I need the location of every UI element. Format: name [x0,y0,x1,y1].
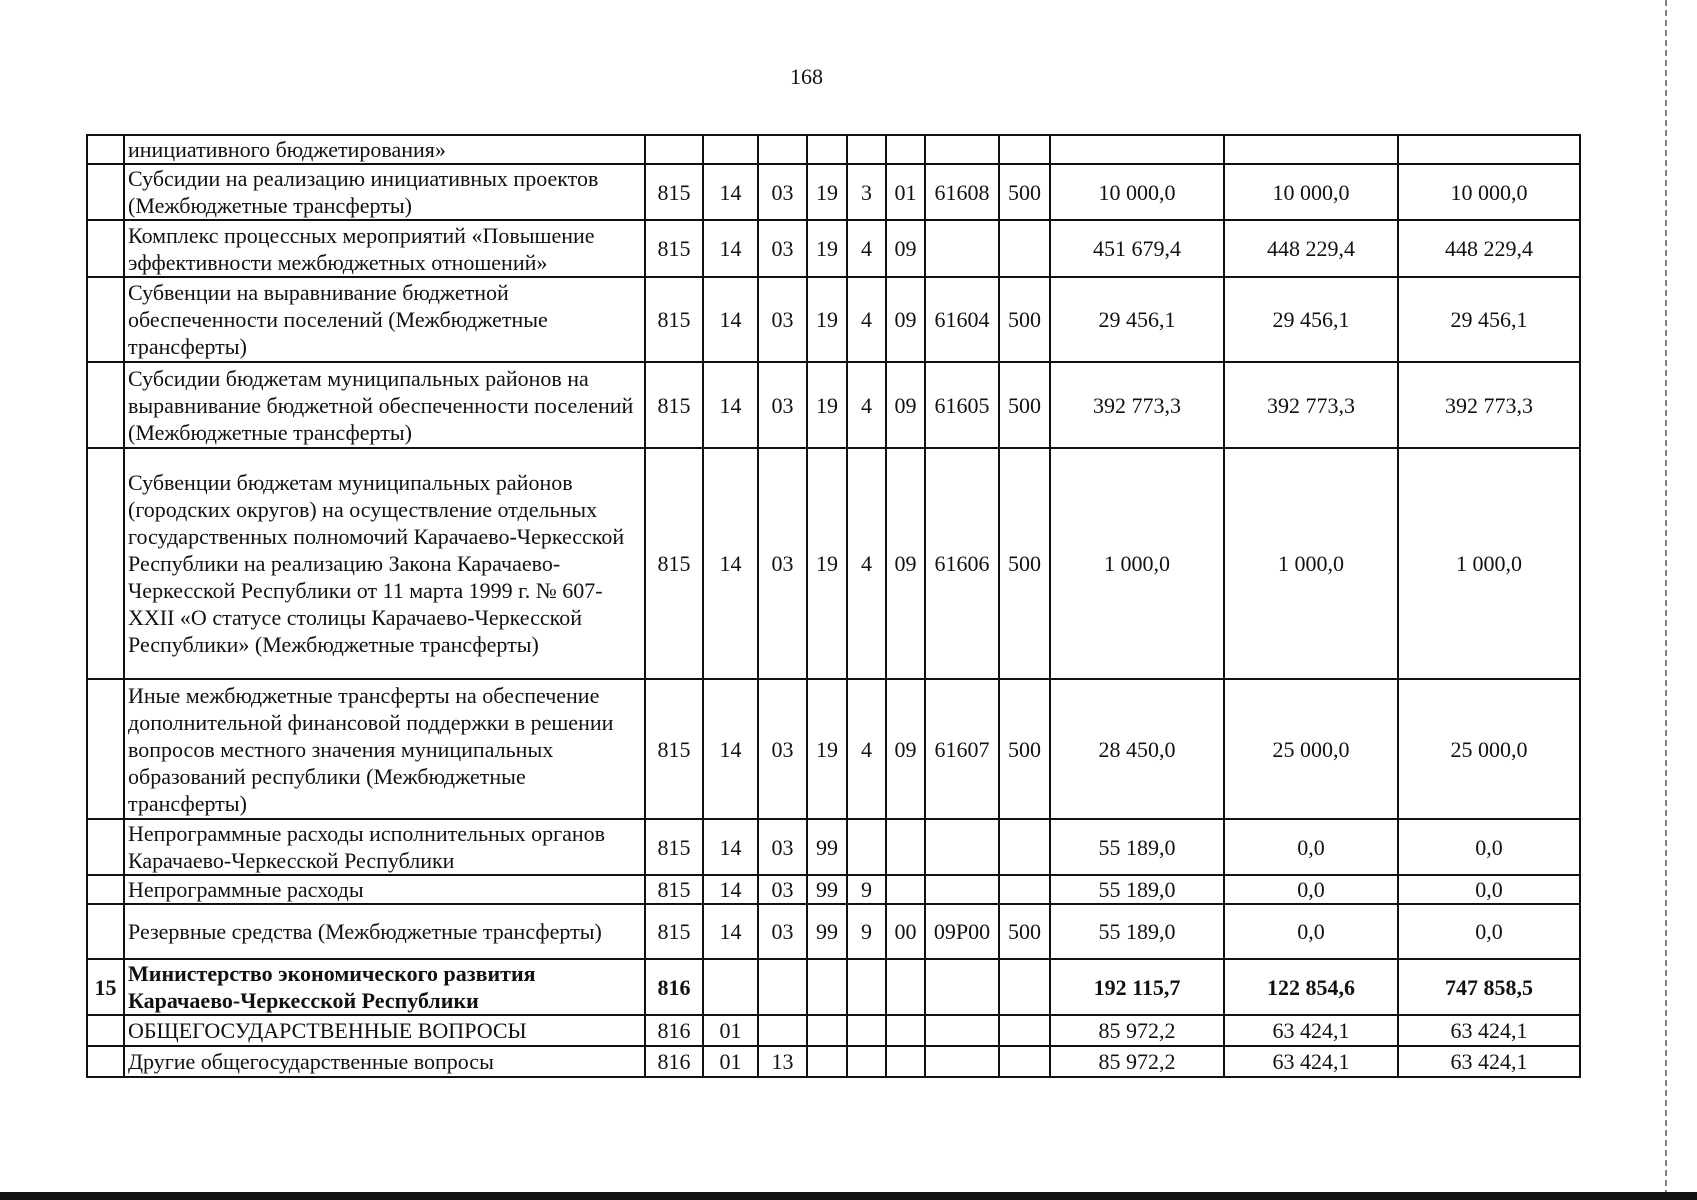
code-section: 14 [703,875,758,904]
code-direction: 61607 [925,679,999,819]
code-ministry: 815 [645,448,703,679]
row-number [87,277,124,362]
amount-year-3: 63 424,1 [1398,1015,1580,1046]
amount-year-1: 1 000,0 [1050,448,1224,679]
code-direction [925,1015,999,1046]
amount-year-2: 25 000,0 [1224,679,1398,819]
amount-year-3: 747 858,5 [1398,959,1580,1015]
code-structure: 01 [886,164,925,220]
amount-year-1: 392 773,3 [1050,362,1224,448]
code-ministry: 815 [645,679,703,819]
code-direction [925,135,999,164]
code-ministry: 815 [645,904,703,959]
amount-year-1: 28 450,0 [1050,679,1224,819]
row-name: Субсидии на реализацию инициативных проектов (Межбюджетные трансферты) [124,164,645,220]
amount-year-1: 85 972,2 [1050,1046,1224,1077]
amount-year-3: 1 000,0 [1398,448,1580,679]
code-structure: 09 [886,220,925,277]
code-expense-type [999,220,1050,277]
table-row [87,164,1580,220]
code-structure [886,135,925,164]
code-type: 4 [847,220,886,277]
code-subsection: 03 [758,277,807,362]
amount-year-3: 25 000,0 [1398,679,1580,819]
row-name: инициативного бюджетирования» [124,135,645,164]
code-direction [925,1046,999,1077]
row-number [87,1015,124,1046]
table-row [87,1046,1580,1077]
code-section: 14 [703,448,758,679]
amount-year-1: 55 189,0 [1050,875,1224,904]
code-program [807,135,847,164]
row-name: Субвенции на выравнивание бюджетной обеспеченности поселений (Межбюджетные трансферты) [124,277,645,362]
budget-table [86,134,1581,1078]
code-structure [886,1015,925,1046]
code-direction: 61606 [925,448,999,679]
code-structure [886,1046,925,1077]
code-structure [886,959,925,1015]
amount-year-3: 392 773,3 [1398,362,1580,448]
row-number [87,135,124,164]
code-program: 99 [807,819,847,875]
code-expense-type [999,959,1050,1015]
row-number [87,1046,124,1077]
amount-year-2: 1 000,0 [1224,448,1398,679]
code-expense-type [999,875,1050,904]
amount-year-2: 392 773,3 [1224,362,1398,448]
amount-year-2: 29 456,1 [1224,277,1398,362]
table-row [87,220,1580,277]
code-direction: 61604 [925,277,999,362]
code-subsection: 03 [758,904,807,959]
code-program [807,1046,847,1077]
amount-year-3: 29 456,1 [1398,277,1580,362]
table-body [87,135,1580,1077]
code-type [847,1015,886,1046]
code-ministry [645,135,703,164]
scan-right-edge [1665,0,1667,1200]
amount-year-1: 10 000,0 [1050,164,1224,220]
table-row [87,679,1580,819]
code-section: 14 [703,904,758,959]
amount-year-2: 10 000,0 [1224,164,1398,220]
amount-year-2: 0,0 [1224,904,1398,959]
code-expense-type [999,1015,1050,1046]
code-subsection: 03 [758,448,807,679]
row-name: ОБЩЕГОСУДАРСТВЕННЫЕ ВОПРОСЫ [124,1015,645,1046]
code-type [847,1046,886,1077]
table-row [87,819,1580,875]
code-subsection: 03 [758,875,807,904]
code-type [847,819,886,875]
amount-year-3 [1398,135,1580,164]
amount-year-2: 63 424,1 [1224,1046,1398,1077]
amount-year-1: 85 972,2 [1050,1015,1224,1046]
code-structure [886,819,925,875]
table-row [87,875,1580,904]
row-name: Непрограммные расходы [124,875,645,904]
code-ministry: 816 [645,1046,703,1077]
code-type [847,135,886,164]
code-program [807,1015,847,1046]
amount-year-1: 192 115,7 [1050,959,1224,1015]
amount-year-1: 55 189,0 [1050,819,1224,875]
table-row [87,277,1580,362]
code-subsection: 03 [758,819,807,875]
code-section: 14 [703,220,758,277]
code-section: 14 [703,277,758,362]
amount-year-3: 0,0 [1398,819,1580,875]
code-program: 19 [807,277,847,362]
code-section: 14 [703,164,758,220]
code-structure: 09 [886,277,925,362]
row-number: 15 [87,959,124,1015]
code-ministry: 815 [645,220,703,277]
code-program: 19 [807,362,847,448]
code-subsection: 03 [758,362,807,448]
code-subsection: 03 [758,679,807,819]
row-name: Другие общегосударственные вопросы [124,1046,645,1077]
amount-year-1: 451 679,4 [1050,220,1224,277]
code-direction [925,959,999,1015]
row-number [87,164,124,220]
code-ministry: 815 [645,362,703,448]
code-program: 19 [807,220,847,277]
amount-year-1 [1050,135,1224,164]
code-expense-type [999,1046,1050,1077]
code-type: 4 [847,362,886,448]
code-section: 14 [703,679,758,819]
table-row [87,959,1580,1015]
code-section: 14 [703,819,758,875]
code-program: 99 [807,875,847,904]
code-structure: 09 [886,679,925,819]
row-number [87,904,124,959]
amount-year-3: 10 000,0 [1398,164,1580,220]
code-expense-type: 500 [999,277,1050,362]
row-number [87,448,124,679]
code-ministry: 816 [645,1015,703,1046]
table-row [87,1015,1580,1046]
row-number [87,679,124,819]
code-section [703,135,758,164]
code-type: 4 [847,679,886,819]
scan-bottom-edge [0,1192,1697,1200]
page-number: 168 [790,64,823,89]
row-name: Министерство экономического развития Карачаево-Черкесской Республики [124,959,645,1015]
code-section [703,959,758,1015]
table-row [87,362,1580,448]
code-direction [925,819,999,875]
code-structure: 00 [886,904,925,959]
code-direction [925,220,999,277]
row-name: Комплекс процессных мероприятий «Повышение эффективности межбюджетных отношений» [124,220,645,277]
code-ministry: 815 [645,875,703,904]
code-expense-type [999,819,1050,875]
code-structure [886,875,925,904]
table-row [87,448,1580,679]
code-ministry: 815 [645,819,703,875]
code-section: 01 [703,1046,758,1077]
code-expense-type: 500 [999,904,1050,959]
code-structure: 09 [886,448,925,679]
code-subsection [758,135,807,164]
code-ministry: 815 [645,277,703,362]
code-expense-type: 500 [999,362,1050,448]
code-subsection [758,1015,807,1046]
code-type: 9 [847,875,886,904]
amount-year-1: 55 189,0 [1050,904,1224,959]
code-type: 4 [847,277,886,362]
amount-year-2: 122 854,6 [1224,959,1398,1015]
row-name: Субвенции бюджетам муниципальных районов (городских округов) на осуществление отдельных государственных полномочий Карачаево-Черкесской Республики на реализацию Закона Карачаево-Черкесской Республики от 11 марта 1999 г. № 607-XXII «О статусе столицы Карачаево-Черкесской Республики» (Межбюджетные трансферты) [124,448,645,679]
code-section: 01 [703,1015,758,1046]
row-number [87,362,124,448]
code-expense-type: 500 [999,679,1050,819]
amount-year-2: 0,0 [1224,875,1398,904]
code-expense-type: 500 [999,164,1050,220]
code-program: 19 [807,679,847,819]
amount-year-3: 63 424,1 [1398,1046,1580,1077]
code-subsection: 13 [758,1046,807,1077]
table-row [87,135,1580,164]
row-name: Непрограммные расходы исполнительных органов Карачаево-Черкесской Республики [124,819,645,875]
row-name: Иные межбюджетные трансферты на обеспечение дополнительной финансовой поддержки в решении вопросов местного значения муниципальных образований республики (Межбюджетные трансферты) [124,679,645,819]
code-section: 14 [703,362,758,448]
code-expense-type [999,135,1050,164]
row-number [87,875,124,904]
code-subsection: 03 [758,220,807,277]
amount-year-2 [1224,135,1398,164]
row-number [87,819,124,875]
row-name: Резервные средства (Межбюджетные трансферты) [124,904,645,959]
code-direction: 61605 [925,362,999,448]
code-direction [925,875,999,904]
amount-year-2: 63 424,1 [1224,1015,1398,1046]
code-type: 4 [847,448,886,679]
code-ministry: 815 [645,164,703,220]
amount-year-3: 448 229,4 [1398,220,1580,277]
row-number [87,220,124,277]
code-ministry: 816 [645,959,703,1015]
code-structure: 09 [886,362,925,448]
code-direction: 61608 [925,164,999,220]
table-row [87,904,1580,959]
amount-year-2: 0,0 [1224,819,1398,875]
code-direction: 09Р00 [925,904,999,959]
code-expense-type: 500 [999,448,1050,679]
amount-year-1: 29 456,1 [1050,277,1224,362]
code-program: 19 [807,448,847,679]
amount-year-2: 448 229,4 [1224,220,1398,277]
code-type [847,959,886,1015]
code-program: 99 [807,904,847,959]
code-program [807,959,847,1015]
row-name: Субсидии бюджетам муниципальных районов на выравнивание бюджетной обеспеченности поселений (Межбюджетные трансферты) [124,362,645,448]
code-program: 19 [807,164,847,220]
code-type: 3 [847,164,886,220]
code-subsection [758,959,807,1015]
amount-year-3: 0,0 [1398,904,1580,959]
code-subsection: 03 [758,164,807,220]
code-type: 9 [847,904,886,959]
amount-year-3: 0,0 [1398,875,1580,904]
